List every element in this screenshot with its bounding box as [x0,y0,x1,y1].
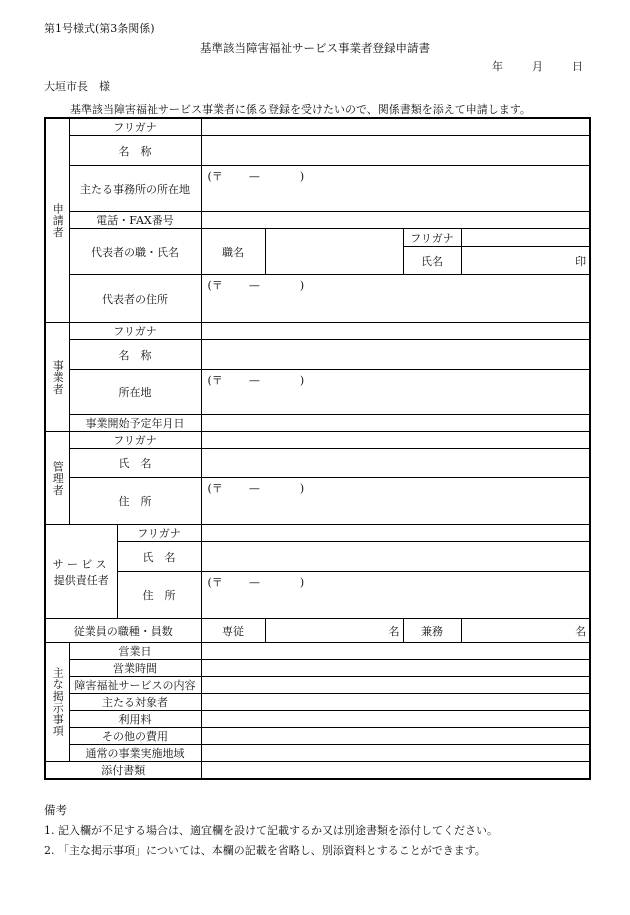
business-location-label: 所在地 [69,370,201,415]
form-number: 第1号様式(第3条関係) [44,22,155,35]
service-lead-furigana-label: フリガナ [117,525,201,542]
business-name-label: 名 称 [69,340,201,370]
business-name-field[interactable] [201,340,590,370]
posting-field-business-days[interactable] [201,643,590,660]
zip-close: ) [299,279,305,292]
manager-furigana-label: フリガナ [69,432,201,449]
service-lead-name-label: 氏 名 [117,542,201,572]
applicant-furigana-field[interactable] [201,118,590,136]
posting-field-target-users[interactable] [201,694,590,711]
zip-close: ) [299,374,305,387]
attachments-label: 添付書類 [45,762,201,780]
posting-label: 営業日 [69,643,201,660]
rep-address-label: 代表者の住所 [69,275,201,323]
attachments-field[interactable] [201,762,590,780]
intro-text: 基準該当障害福祉サービス事業者に係る登録を受けたいので、関係書類を添えて申請します。 [70,103,531,116]
posting-label: 障害福祉サービスの内容 [69,677,201,694]
zip-close: ) [299,576,305,589]
rep-title-name-label: 代表者の職・氏名 [69,229,201,275]
staff-label: 従業員の職種・員数 [45,619,201,643]
staff-fulltime-label: 専従 [201,619,265,643]
rep-address-field[interactable] [201,275,590,323]
rep-furigana-label: フリガナ [403,229,461,247]
posting-field-other-costs[interactable] [201,728,590,745]
zip-dash: — [248,170,260,183]
applicant-office-address-field[interactable] [201,166,590,212]
applicant-office-address-label: 主たる事務所の所在地 [69,166,201,212]
note-item: 1. 記入欄が不足する場合は、適宜欄を設けて記載するか又は別途書類を添付してください。 [44,824,498,837]
notes-heading: 備考 [44,803,67,817]
zip-dash: — [248,576,260,589]
applicant-phone-fax-field[interactable] [201,212,590,229]
postings-section-label: 主な掲示事項 [45,643,69,762]
business-location-field[interactable] [201,370,590,415]
zip-dash: — [248,279,260,292]
staff-fulltime-field[interactable] [265,619,403,643]
business-furigana-label: フリガナ [69,323,201,340]
application-form-table [44,117,591,780]
zip-open: (〒 [207,170,223,183]
zip-open: (〒 [207,279,223,292]
zip-open: (〒 [207,576,223,589]
date-day-label: 日 [572,60,583,73]
posting-field-service-content[interactable] [201,677,590,694]
manager-section-label: 管理者 [45,432,69,525]
manager-address-field[interactable] [201,478,590,525]
applicant-name-field[interactable] [201,136,590,166]
note-item: 2. 「主な掲示事項」については、本欄の記載を省略し、別添資料とすることができます。 [44,844,486,857]
business-start-date-field[interactable] [201,415,590,432]
manager-name-label: 氏 名 [69,449,201,478]
rep-full-name-field[interactable] [461,247,590,275]
applicant-section-label: 申請者 [45,118,69,323]
zip-open: (〒 [207,374,223,387]
zip-open: (〒 [207,482,223,495]
posting-field-fees[interactable] [201,711,590,728]
rep-title-field[interactable] [265,229,403,275]
date-month-label: 月 [532,60,543,73]
manager-address-label: 住 所 [69,478,201,525]
staff-fulltime-unit: 名 [388,624,400,638]
staff-parttime-field[interactable] [461,619,590,643]
service-lead-line2: 提供責任者 [53,573,109,587]
posting-label: 主たる対象者 [69,694,201,711]
staff-parttime-unit: 名 [575,624,587,638]
business-section-label: 事業者 [45,323,69,432]
service-lead-line1: サービス [52,557,110,571]
seal-mark: 印 [575,254,587,268]
business-furigana-field[interactable] [201,323,590,340]
zip-dash: — [248,482,260,495]
service-lead-name-field[interactable] [201,542,590,572]
manager-name-field[interactable] [201,449,590,478]
date-line [492,58,583,74]
service-lead-address-label: 住 所 [117,572,201,619]
posting-label: 通常の事業実施地域 [69,745,201,762]
document-title: 基準該当障害福祉サービス事業者登録申請書 [200,41,430,55]
applicant-furigana-label: フリガナ [69,118,201,136]
business-start-date-label: 事業開始予定年月日 [69,415,201,432]
staff-parttime-label: 兼務 [403,619,461,643]
service-lead-address-field[interactable] [201,572,590,619]
manager-furigana-field[interactable] [201,432,590,449]
posting-label: 営業時間 [69,660,201,677]
posting-label: その他の費用 [69,728,201,745]
posting-field-business-hours[interactable] [201,660,590,677]
posting-label: 利用料 [69,711,201,728]
zip-close: ) [299,482,305,495]
rep-full-name-label: 氏名 [403,247,461,275]
applicant-name-label: 名 称 [69,136,201,166]
zip-close: ) [299,170,305,183]
posting-field-service-area[interactable] [201,745,590,762]
date-year-label: 年 [492,60,503,73]
service-lead-section-label [45,525,117,619]
service-lead-furigana-field[interactable] [201,525,590,542]
applicant-phone-fax-label: 電話・FAX番号 [69,212,201,229]
rep-furigana-field[interactable] [461,229,590,247]
addressee: 大垣市長 様 [44,80,110,93]
rep-title-label: 職名 [201,229,265,275]
zip-dash: — [248,374,260,387]
